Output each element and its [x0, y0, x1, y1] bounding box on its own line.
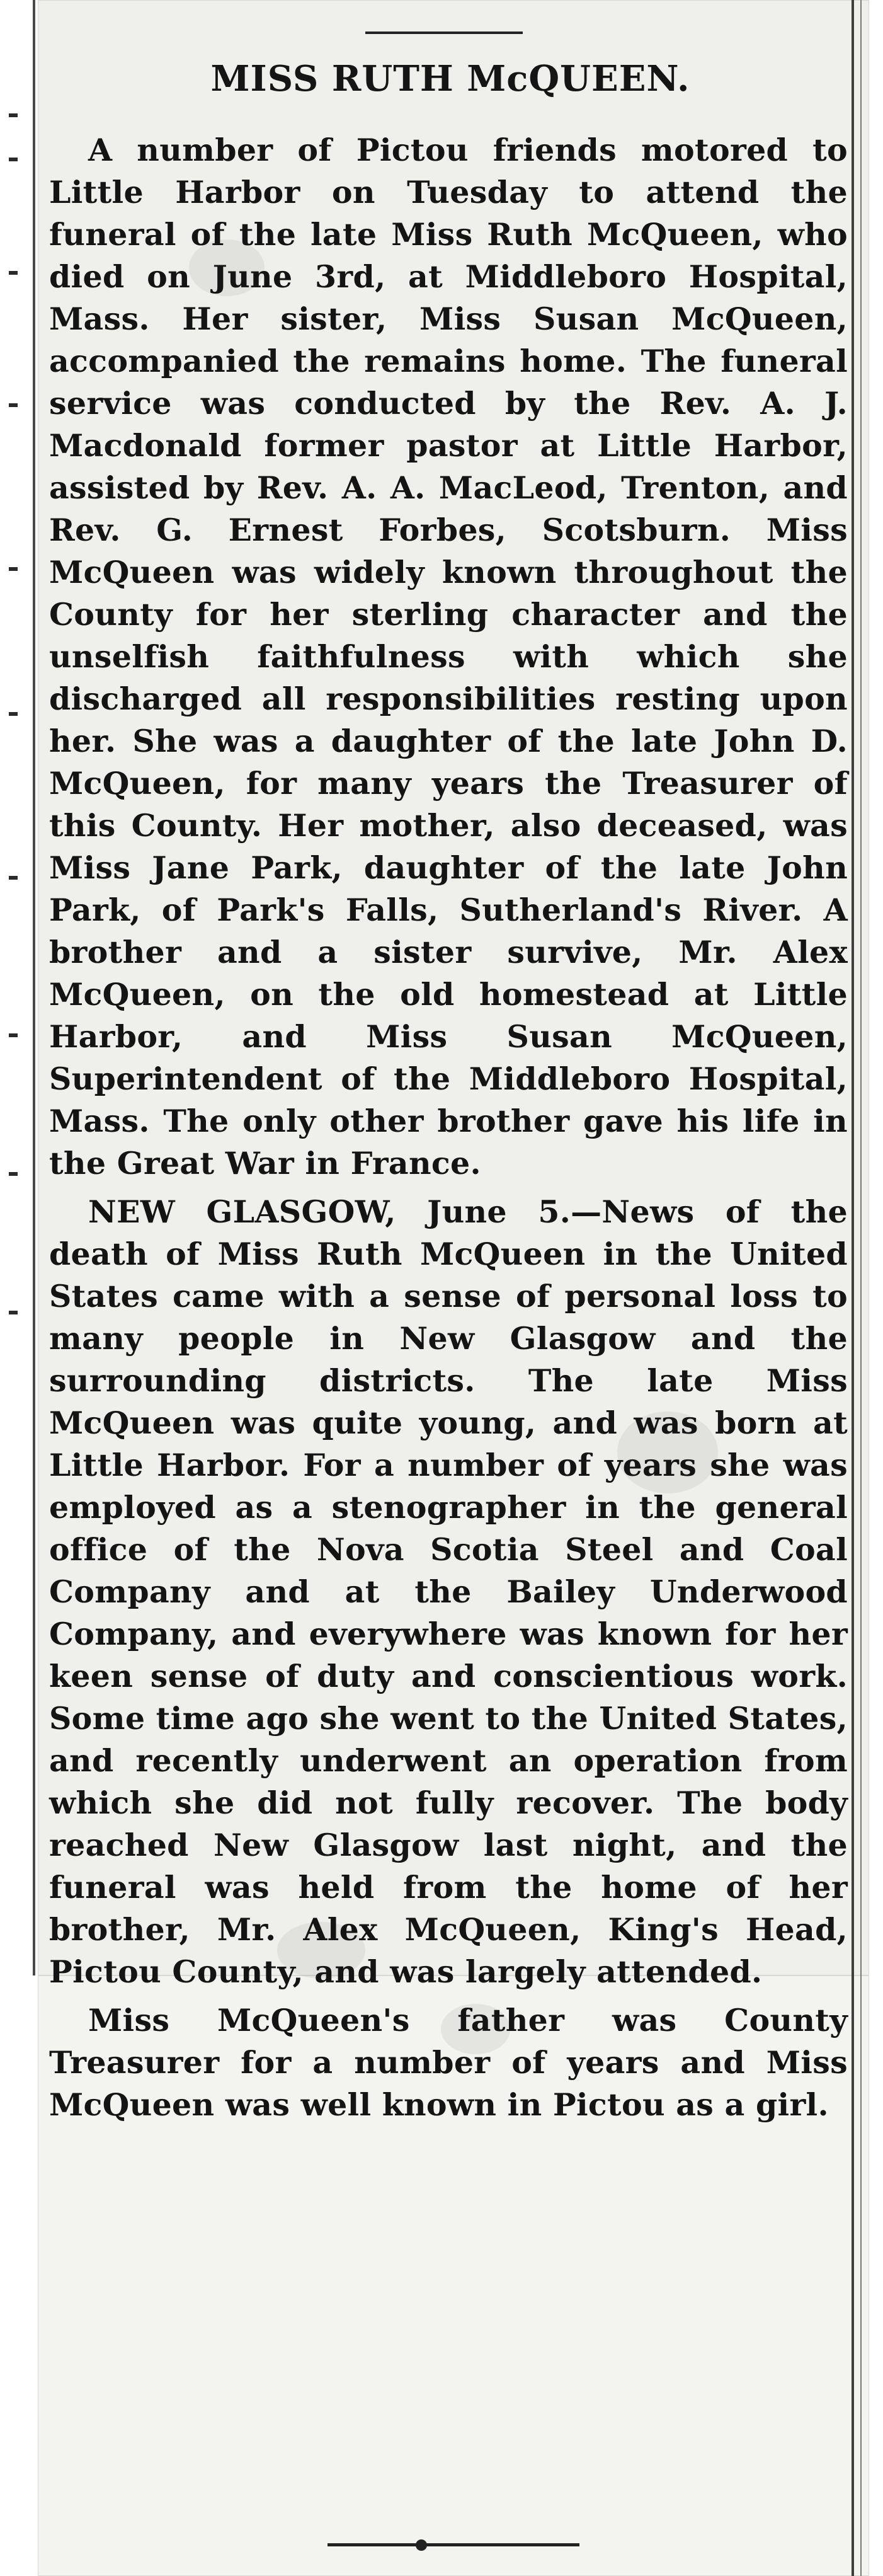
margin-tick	[9, 1172, 18, 1176]
paragraph-new-glasgow-text: —News of the death of Miss Ruth McQueen in the United States came with a sense of personal loss to many people in New Glasgow and the surrounding districts. The late Miss McQueen was quite young, and was born at Little Harbor. For a number of years she was employed as a stenographer in the general office of the Nova Scotia Steel and Coal Company and at the Bailey Underwood Company, and everywhere was known for her keen sense of duty and conscientious work. Some time ago she went to the United States, and recently underwent an operation from which she did not fully recover. The body reached New Glasgow last night, and the funeral was held from the home of her brother, Mr. Alex McQueen, King's Head, Pictou County, and was largely attended.	[49, 1193, 848, 1990]
article-end-ornament	[416, 2539, 427, 2551]
margin-tick	[9, 1033, 18, 1037]
margin-tick	[9, 1311, 18, 1314]
paragraph-funeral: A number of Pictou friends motored to Little Harbor on Tuesday to attend the funeral of the late Miss Ruth McQueen, who died on June 3rd, at Middleboro Hospital, Mass. Her sister, Miss Susan McQueen, accompanied the remains home. The funeral service was conducted by the Rev. A. J. Macdonald former pastor at Little Harbor, assisted by Rev. A. A. MacLeod, Trenton, and Rev. G. Ernest Forbes, Scotsburn. Miss McQueen was widely known throughout the County for her sterling character and the unselfish faithfulness with which she discharged all responsibilities resting upon her. She was a daughter of the late John D. McQueen, for many years the Treasurer of this County. Her mother, also deceased, was Miss Jane Park, daughter of the late John Park, of Park's Falls, Sutherland's River. A brother and a sister survive, Mr. Alex McQueen, on the old homestead at Little Harbor, and Miss Susan McQueen, Superintendent of the Middleboro Hospital, Mass. The only other brother gave his life in the Great War in France.	[49, 132, 848, 1182]
dateline: NEW GLASGOW, June 5.	[88, 1193, 571, 1230]
margin-tick	[9, 712, 18, 716]
article-body	[49, 129, 848, 2126]
paragraph-father: Miss McQueen's father was County Treasurer for a number of years and Miss McQueen was well known in Pictou as a girl.	[49, 2002, 848, 2123]
article-headline: MISS RUTH McQUEEN.	[210, 58, 690, 100]
paragraph-new-glasgow	[49, 1191, 848, 1993]
column-rule-left	[33, 0, 35, 1975]
column-rule-right	[852, 0, 854, 2576]
margin-tick	[9, 567, 18, 571]
headline-rule-top	[365, 32, 523, 34]
margin-tick	[9, 271, 18, 275]
margin-tick	[9, 876, 18, 880]
margin-tick	[9, 158, 18, 161]
article-end-rule	[328, 2543, 579, 2546]
margin-tick	[9, 113, 18, 117]
margin-tick	[9, 403, 18, 407]
left-margin	[0, 0, 38, 2576]
column-rule-right-thin	[860, 0, 862, 2576]
